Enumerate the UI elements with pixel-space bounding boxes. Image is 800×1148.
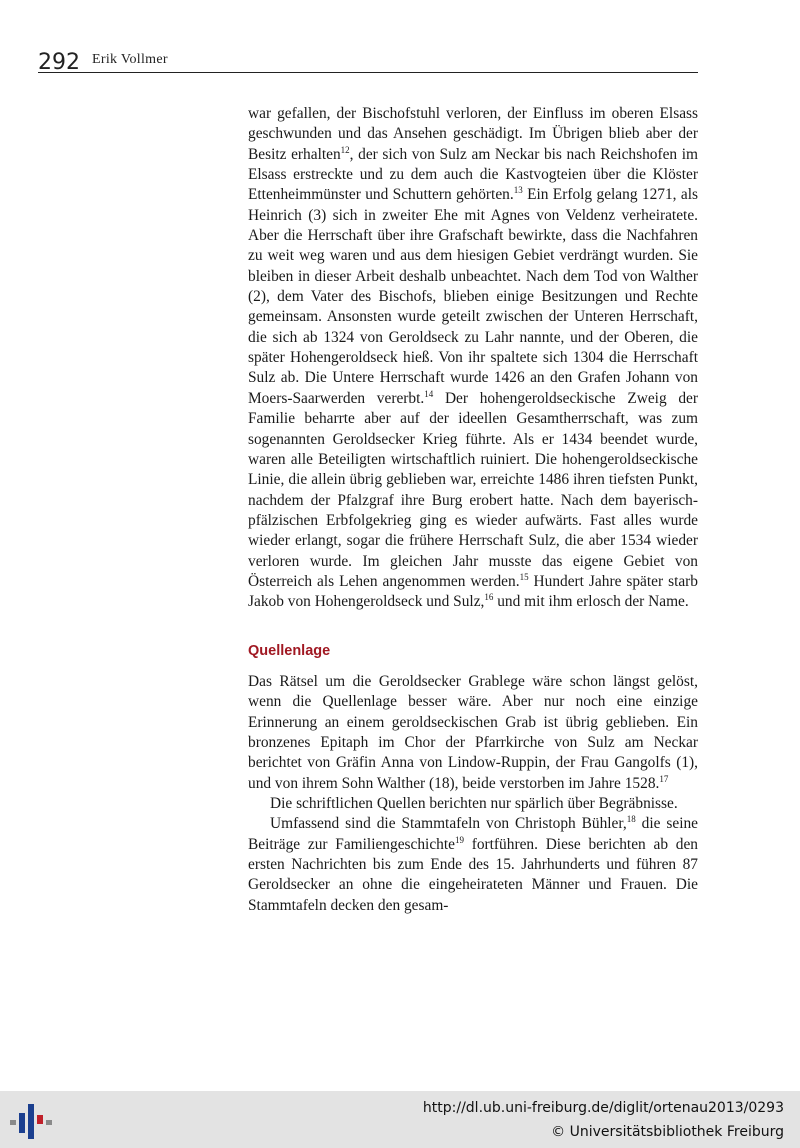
copyright-notice: © Universitätsbibliothek Freiburg [551, 1124, 784, 1140]
text-run: war gefallen, der Bischofstuhl verloren, der Einfluss im oberen Elsass geschwunden und das Ansehen geschädigt. Im Übrigen blieb aber der Besitz erhalten [248, 105, 698, 163]
section-heading: Quellenlage [248, 642, 331, 659]
paragraph [248, 672, 698, 794]
text-run: , der sich von Sulz am Neckar bis nach Reichshofen im Elsass erstreckte und zu dem auch die Kastvogteien über die Klöster Ettenheimmünster und Schuttern gehörten. [248, 145, 698, 204]
footnote-ref: 14 [424, 388, 434, 399]
text-run: Der hohengeroldseckische Zweig der Familie beharrte aber auf der ideellen Gesamtherrschaft, was zum sogenannten Geroldsecker Krieg führte. Als er 1434 beendet wurde, waren alle Beteiligten wirtschaftlich ruiniert. Die hohengeroldseckische Linie, die allein übrig geblieben war, erreichte 1486 ihren tiefsten Punkt, nachdem der Pfalzgraf ihre Burg erobert hatte. Nach dem bayerisch-pfälzischen Erbfolgekrieg ging es wieder aufwärts. Fast alles wurde wieder erlangt, sogar die frühere Herrschaft Sulz, die aber 1534 wieder verloren wurde. Im gleichen Jahr musste das eigene Gebiet von Österreich als Lehen angenommen werden. [248, 389, 698, 590]
paragraph: Die schriftlichen Quellen berichten nur spärlich über Begräbnisse. [270, 795, 678, 812]
running-head-author: Erik Vollmer [92, 52, 168, 67]
footer-bar [0, 1091, 800, 1148]
paragraph [248, 814, 698, 916]
paragraph [248, 104, 698, 613]
text-run: Hundert Jahre später starb Jakob von Hohengeroldseck und Sulz, [248, 572, 698, 611]
footnote-ref: 19 [454, 834, 464, 845]
text-run: Das Rätsel um die Geroldsecker Grablege wäre schon längst gelöst, wenn die Quellenlage besser wäre. Aber nur noch eine einzige Erinnerung an einem geroldseckischen Grab ist übrig geblieben. Ein bronzenes Epitaph im Chor der Pfarrkirche von Sulz am Neckar berichtet von Gräfin Anna von Lindow-Ruppin, der Frau Gangolfs (1), und von ihrem Sohn Walther (18), beide verstorben im Jahre 1528. [248, 672, 698, 792]
ub-freiburg-logo-icon [10, 1101, 52, 1141]
page-number: 292 [38, 50, 80, 75]
text-run: die seine Beiträge zur Familiengeschichte [248, 815, 698, 853]
running-header [38, 48, 698, 73]
footnote-ref: 18 [626, 814, 636, 825]
text-run: Umfassend sind die Stammtafeln von Christoph Bühler, [270, 815, 627, 833]
footnote-ref: 13 [513, 185, 523, 196]
footnote-ref: 15 [519, 571, 529, 582]
text-run: Ein Erfolg gelang 1271, als Heinrich (3) sich in zweiter Ehe mit Agnes von Veldenz verheiratete. Aber die Herrschaft über ihre Grafschaft bewirkte, dass die Nachfahren zu weit weg waren und aus dem hiesigen Gebiet verdrängt wurden. Sie bleiben in dieser Arbeit deshalb unbeachtet. Nach dem Tod von Walther (2), dem Vater des Bischofs, blieben einige Besitzungen und Rechte gemeinsam. Ansonsten wurde geteilt zwischen der Unteren Herrschaft, die sich ab 1324 von Geroldseck zu Lahr nannte, und der Oberen, die später Hohengeroldseck hieß. Von ihr spaltete sich 1304 die Herrschaft Sulz ab. Die Untere Herrschaft wurde 1426 an den Grafen Johann von Moers-Saarwerden vererbt. [248, 186, 698, 407]
text-run: und mit ihm erlosch der Name. [493, 593, 689, 611]
footnote-ref: 12 [340, 144, 350, 155]
source-url-link[interactable]: http://dl.ub.uni-freiburg.de/diglit/ortenau2013/0293 [422, 1100, 784, 1116]
footnote-ref: 16 [484, 592, 494, 603]
text-run: fortführen. Diese berichten ab den ersten Nachrichten bis zum Ende des 15. Jahrhunderts und führen 87 Geroldsecker an ohne die eingeheirateten Männer und Frauen. Die Stammtafeln decken den gesam- [248, 835, 698, 914]
body-text [248, 104, 698, 916]
footnote-ref: 17 [659, 773, 669, 784]
